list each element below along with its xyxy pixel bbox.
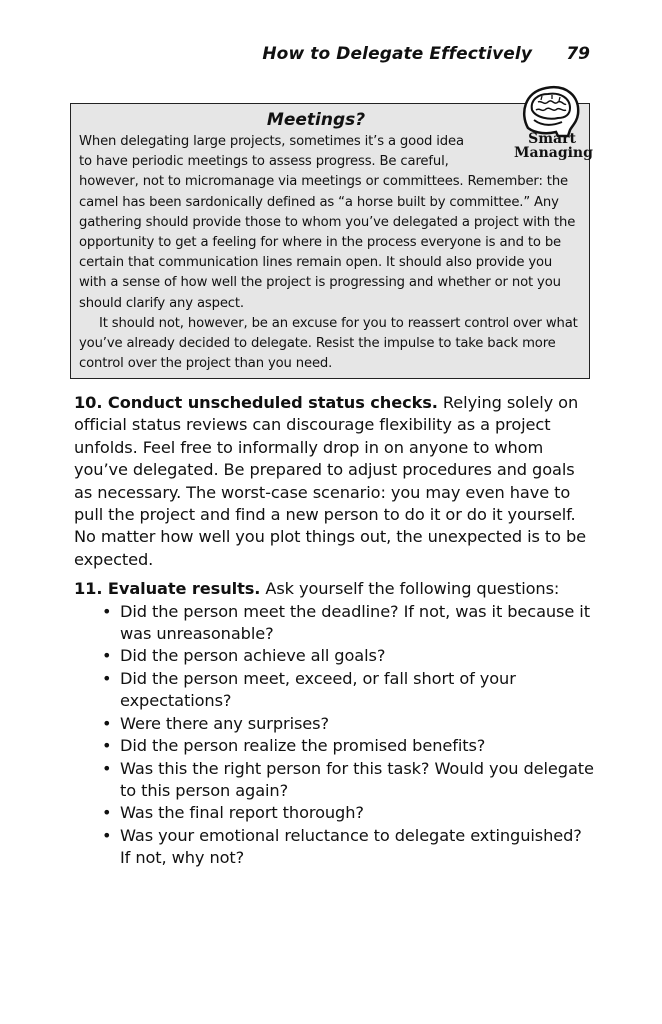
page-number: 79 <box>566 44 590 64</box>
question-item: • Was your emotional reluctance to delegate extinguished? If not, why not? <box>102 825 594 870</box>
question-item: • Did the person meet the deadline? If not, was it because it was unreasonable? <box>102 601 594 646</box>
question-item: • Did the person meet, exceed, or fall short of your expectations? <box>102 668 594 713</box>
list-item-10 <box>74 392 594 571</box>
list-item-11 <box>74 578 594 600</box>
sidebar-paragraph-2: It should not, however, be an excuse for you to reassert control over what you’ve already decided to delegate. Resist the impulse to take back more control over the project than you need. <box>79 315 578 372</box>
item-11-text: Ask yourself the following questions: <box>260 579 560 599</box>
sidebar-line: When delegating large projects, sometimes it’s a good idea <box>79 134 464 149</box>
evaluation-questions-list <box>74 601 594 870</box>
sidebar-title: Meetings? <box>266 110 366 130</box>
question-item: • Was the final report thorough? <box>102 802 594 824</box>
question-item: • Did the person realize the promised benefits? <box>102 735 594 757</box>
question-item: • Did the person achieve all goals? <box>102 645 594 667</box>
question-item: • Was this the right person for this task? Would you delegate to this person again? <box>102 758 594 803</box>
item-11-lead: 11. Evaluate results. <box>74 579 261 599</box>
main-text <box>74 392 594 870</box>
question-item: • Were there any surprises? <box>102 713 594 735</box>
sidebar-line: to have periodic meetings to assess progress. Be careful, <box>79 154 449 170</box>
sidebar-text <box>79 132 581 374</box>
logo-text-smart: Smart <box>528 131 576 147</box>
item-10-lead: 10. Conduct unscheduled status checks. <box>74 393 438 412</box>
running-header <box>0 44 662 66</box>
running-header-title: How to Delegate Effectively <box>262 44 532 64</box>
logo-text-managing: Managing <box>514 145 593 161</box>
sidebar-paragraph-1-rest: however, not to micromanage via meetings or committees. Remember: the camel has been sardonically defined as “a horse built by committee.” Any gathering should provide those to whom you’ve delegated a project with the opportunity to get a feeling for where in the process everyone is and to be certain that communication lines remain open. It should also provide you with a sense of how well the project is progressing and whether or not you should clarify any aspect. <box>79 174 576 311</box>
item-10-text: Relying solely on official status reviews can discourage flexibility as a project unfolds. Feel free to informally drop in on anyone to whom you’ve delegated. Be prepared to adjust procedures and goals as necessary. The worst-case scenario: you may even have to pull the project and find a new person to do it or do it yourself. No matter how well you plot things out, the unexpected is to be expected. <box>74 393 587 569</box>
sidebar-paragraph-1 <box>79 132 581 314</box>
